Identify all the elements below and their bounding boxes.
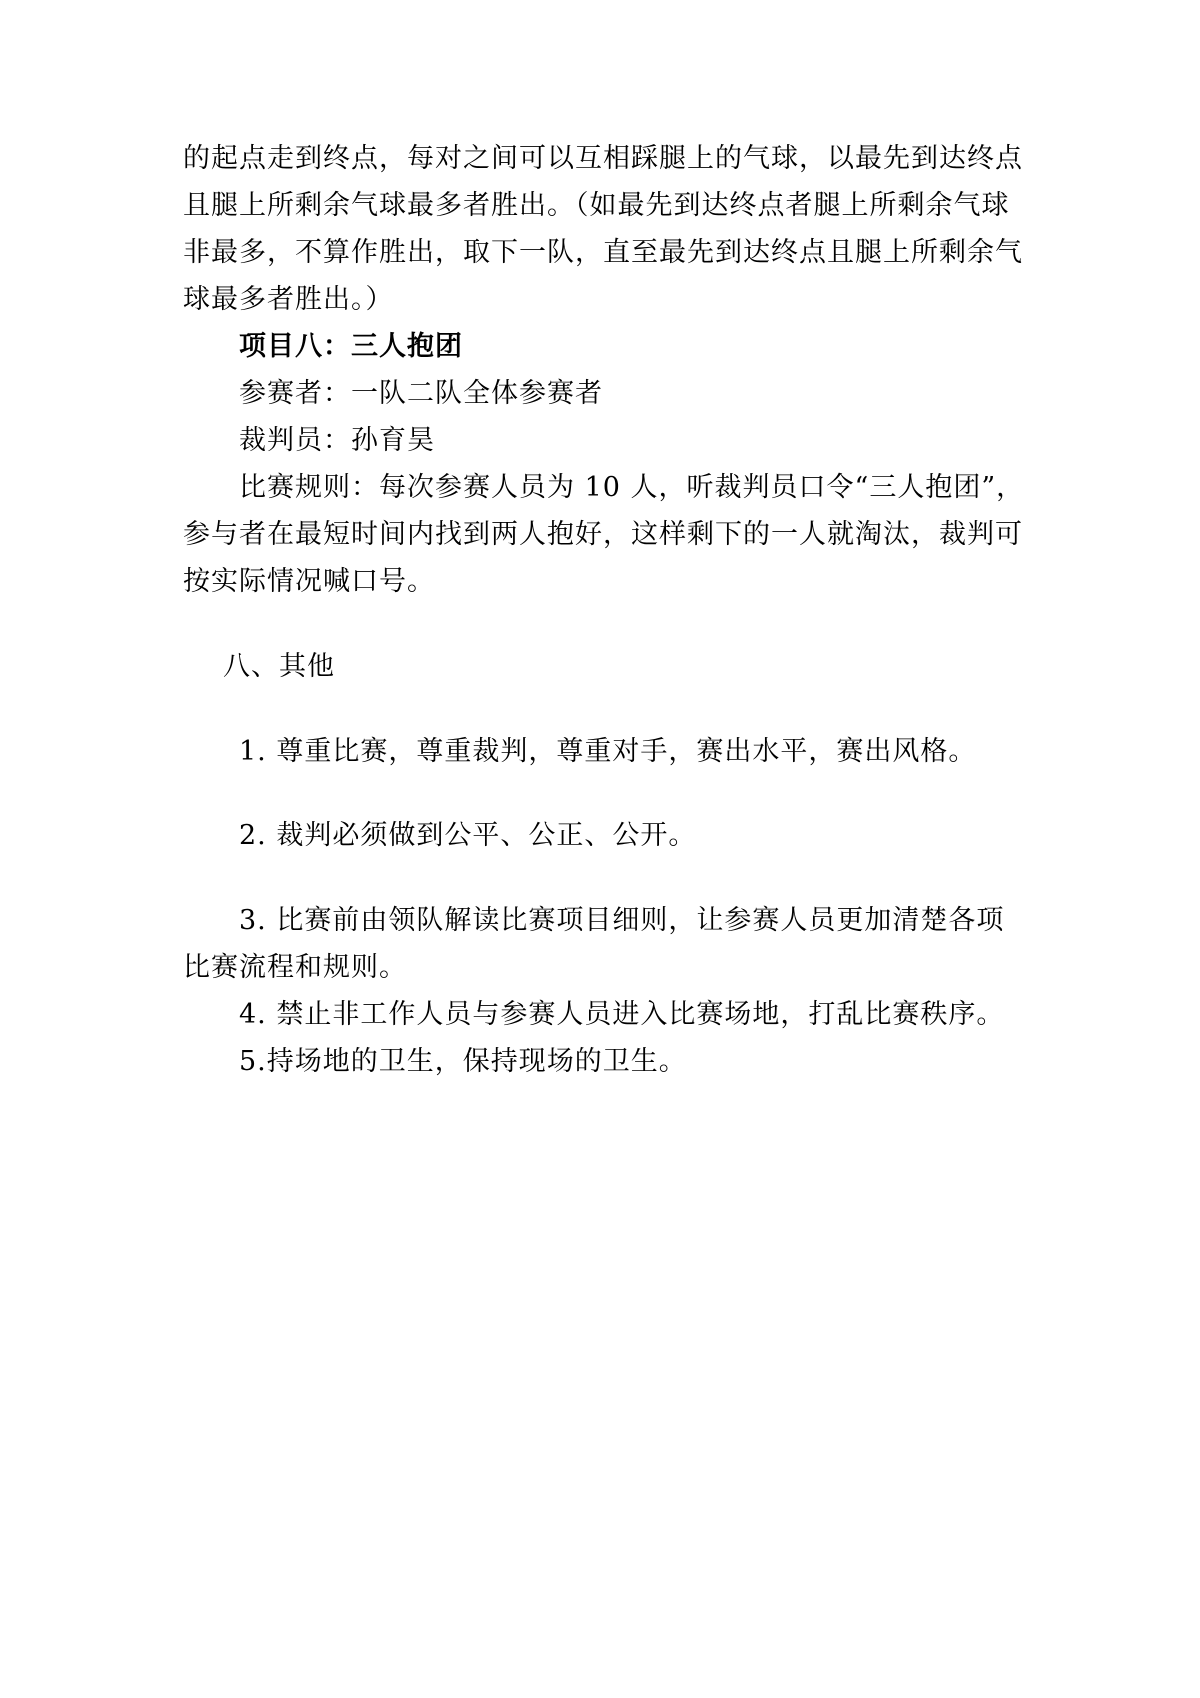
project8-participants: 参赛者：一队二队全体参赛者 (239, 378, 603, 409)
intro-line: 且腿上所剩余气球最多者胜出。（如最先到达终点者腿上所剩余气球 (183, 190, 1010, 221)
section8-item-text: 3. 比赛前由领队解读比赛项目细则，让参赛人员更加清楚各项 (239, 905, 1005, 936)
section8-item-text: 2. 裁判必须做到公平、公正、公开。 (239, 820, 697, 851)
intro-paragraph (183, 135, 1025, 323)
section8-item (183, 897, 1025, 1085)
section8-heading: 八、其他 (223, 651, 335, 682)
section8-item (183, 812, 1025, 859)
intro-line: 非最多，不算作胜出，取下一队，直至最先到达终点且腿上所剩余气 (183, 237, 1023, 268)
intro-line: 球最多者胜出。） (183, 284, 394, 315)
section8-item (183, 728, 1025, 775)
section8-item-text: 4. 禁止非工作人员与参赛人员进入比赛场地，打乱比赛秩序。 (239, 999, 1005, 1030)
section8-item-text: 比赛流程和规则。 (183, 952, 407, 983)
project8-rules-line: 比赛规则：每次参赛人员为 10 人，听裁判员口令“三人抱团”， (239, 472, 1025, 503)
section8-item-text: 1. 尊重比赛，尊重裁判，尊重对手，赛出水平，赛出风格。 (239, 736, 977, 767)
project8-rules-line: 按实际情况喊口号。 (183, 566, 435, 597)
project8-block (183, 323, 1025, 605)
project8-title: 项目八：三人抱团 (239, 331, 463, 362)
section8-item-text: 5.持场地的卫生，保持现场的卫生。 (239, 1046, 687, 1077)
project8-rules-line: 参与者在最短时间内找到两人抱好，这样剩下的一人就淘汰，裁判可 (183, 519, 1023, 550)
project8-referee: 裁判员：孙育昊 (239, 425, 435, 456)
intro-line: 的起点走到终点，每对之间可以互相踩腿上的气球，以最先到达终点 (183, 143, 1023, 174)
